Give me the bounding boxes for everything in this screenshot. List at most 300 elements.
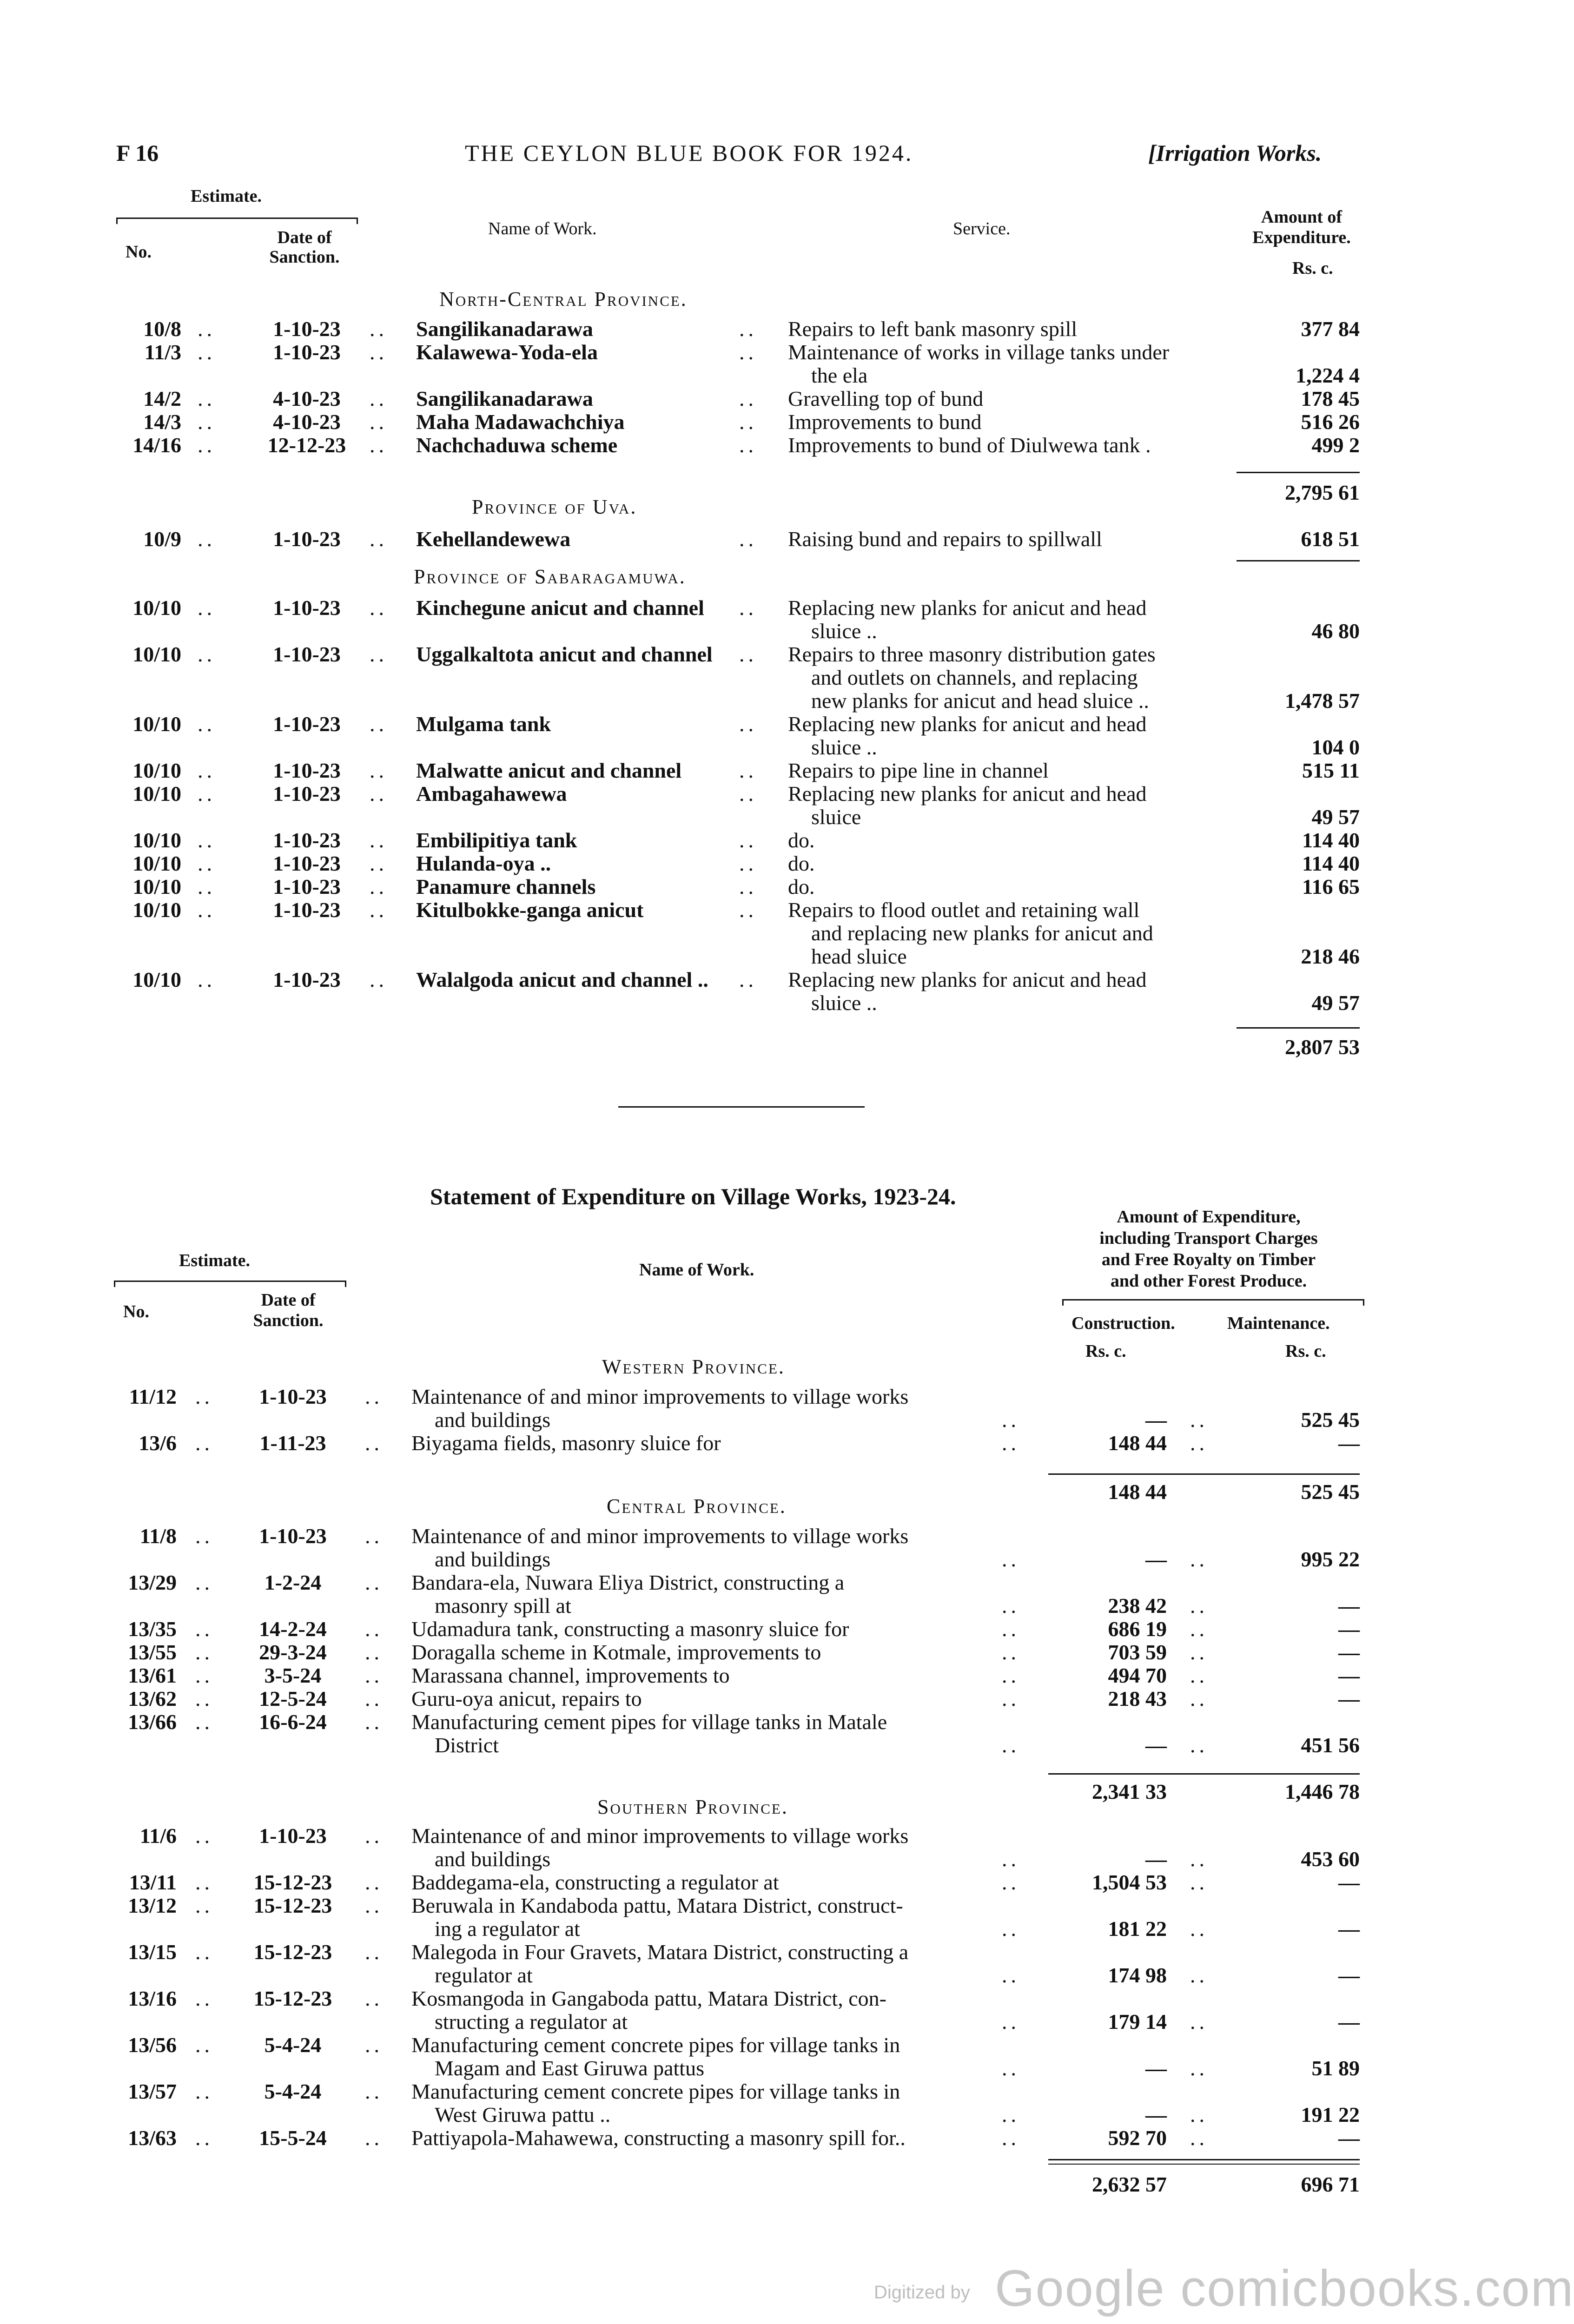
digitized-label: Digitized by xyxy=(874,2282,970,2303)
total-rule xyxy=(1237,1027,1360,1029)
dot-leader: .. xyxy=(1190,1847,1208,1871)
row-estimate-no: 10/10 xyxy=(132,596,181,620)
dot-leader: .. xyxy=(1002,1431,1020,1455)
row-work-name: Kitulbokke-ganga anicut xyxy=(416,898,644,922)
row-work-name: Baddegama-ela, constructing a regulator at xyxy=(411,1870,779,1894)
row-amount: 377 84 xyxy=(1301,317,1360,341)
row-work-name: Doragalla scheme in Kotmale, improvements to xyxy=(411,1640,821,1664)
row-date: 4-10-23 xyxy=(273,387,341,410)
row-amount: 46 80 xyxy=(1311,619,1360,643)
dot-leader: .. xyxy=(195,1431,213,1455)
col-amount-header: Amount of Expenditure. xyxy=(1252,207,1351,247)
dot-leader: .. xyxy=(370,317,388,341)
row-construction: 148 44 xyxy=(1108,1431,1167,1455)
dot-leader: .. xyxy=(739,387,757,410)
dot-leader: .. xyxy=(195,1687,213,1710)
col-no-header: No. xyxy=(126,242,152,262)
section-heading-ncp: North-Central Province. xyxy=(439,288,688,310)
row-estimate-no: 11/12 xyxy=(129,1385,177,1408)
row-work-name: Mulgama tank xyxy=(416,712,551,736)
row-construction: 592 70 xyxy=(1108,2126,1167,2150)
dot-leader: .. xyxy=(370,968,388,991)
dot-leader: .. xyxy=(739,596,757,620)
central-total-maintenance: 1,446 78 xyxy=(1285,1780,1360,1803)
row-amount: 116 65 xyxy=(1302,875,1360,898)
dot-leader: .. xyxy=(1002,1917,1020,1941)
row-maintenance: — xyxy=(1338,1594,1360,1618)
row-work-name: Bandara-ela, Nuwara Eliya District, constructing a xyxy=(411,1571,845,1594)
row-work-name: Malwatte anicut and channel xyxy=(416,759,682,782)
central-total-construction: 2,341 33 xyxy=(1092,1780,1167,1803)
row-work-name-cont: masonry spill at xyxy=(435,1594,571,1618)
row-date: 15-12-23 xyxy=(253,1870,332,1894)
page-title: THE CEYLON BLUE BOOK FOR 1924. xyxy=(465,140,913,166)
row-service-cont: the ela xyxy=(811,363,868,387)
row-work-name: Pattiyapola-Mahawewa, constructing a masonry spill for.. xyxy=(411,2126,906,2150)
row-estimate-no: 10/10 xyxy=(132,875,181,898)
row-estimate-no: 13/6 xyxy=(139,1431,177,1455)
row-work-name: Embilipitiya tank xyxy=(416,828,577,852)
row-estimate-no: 10/10 xyxy=(132,642,181,666)
southern-total-maintenance: 696 71 xyxy=(1301,2172,1360,2196)
row-maintenance: — xyxy=(1338,1640,1360,1664)
row-work-name: Manufacturing cement concrete pipes for village tanks in xyxy=(411,2080,900,2103)
row-date: 1-10-23 xyxy=(259,1824,327,1848)
dot-leader: .. xyxy=(370,712,388,736)
row-maintenance: — xyxy=(1338,1870,1360,1894)
dot-leader: .. xyxy=(1190,1640,1208,1664)
dot-leader: .. xyxy=(365,1710,383,1734)
dot-leader: .. xyxy=(370,527,388,551)
row-construction: — xyxy=(1145,1408,1167,1432)
amount-header-line: and Free Royalty on Timber xyxy=(1101,1250,1316,1269)
dot-leader: .. xyxy=(198,387,216,410)
dot-leader: .. xyxy=(1002,2126,1020,2150)
dot-leader: .. xyxy=(195,1824,213,1848)
dot-leader: .. xyxy=(370,433,388,457)
dot-leader: .. xyxy=(1002,1733,1020,1757)
dot-leader: .. xyxy=(1190,1687,1208,1710)
row-work-name: Walalgoda anicut and channel .. xyxy=(416,968,708,991)
row-service-cont: sluice .. xyxy=(811,991,877,1015)
total-rule xyxy=(1048,2159,1360,2160)
col-units-header: Rs. c. xyxy=(1292,258,1333,278)
row-maintenance: 451 56 xyxy=(1301,1733,1360,1757)
row-service-cont: sluice .. xyxy=(811,735,877,759)
row-maintenance: — xyxy=(1338,2126,1360,2150)
dot-leader: .. xyxy=(195,1870,213,1894)
row-date: 29-3-24 xyxy=(259,1640,327,1664)
dot-leader: .. xyxy=(1190,2010,1208,2034)
row-date: 16-6-24 xyxy=(259,1710,327,1734)
row-amount: 1,478 57 xyxy=(1285,689,1360,713)
dot-leader: .. xyxy=(1002,1408,1020,1432)
row-work-name-cont: Magam and East Giruwa pattus xyxy=(435,2056,704,2080)
row-service: Maintenance of works in village tanks under xyxy=(788,340,1170,364)
statement-title: Statement of Expenditure on Village Works, 1923-24. xyxy=(430,1183,956,1209)
section-divider xyxy=(618,1106,865,1108)
units-construction: Rs. c. xyxy=(1085,1341,1126,1361)
total-rule xyxy=(1048,2164,1360,2165)
dot-leader: .. xyxy=(195,1385,213,1408)
row-estimate-no: 11/8 xyxy=(139,1524,177,1548)
dot-leader: .. xyxy=(1190,2126,1208,2150)
estimate-brace-2 xyxy=(114,1281,346,1288)
row-date: 15-5-24 xyxy=(259,2126,327,2150)
southern-total-construction: 2,632 57 xyxy=(1092,2172,1167,2196)
row-maintenance: — xyxy=(1338,1917,1360,1941)
col-maintenance-header: Maintenance. xyxy=(1227,1314,1330,1333)
dot-leader: .. xyxy=(195,1894,213,1917)
dot-leader: .. xyxy=(370,387,388,410)
row-estimate-no: 10/8 xyxy=(143,317,181,341)
dot-leader: .. xyxy=(195,1640,213,1664)
western-total-maintenance: 525 45 xyxy=(1301,1480,1360,1504)
row-work-name-cont: West Giruwa pattu .. xyxy=(435,2103,611,2126)
row-work-name: Maintenance of and minor improvements to village works xyxy=(411,1824,909,1848)
row-maintenance: — xyxy=(1338,1664,1360,1687)
section-heading-uva: Province of Uva. xyxy=(472,495,637,518)
dot-leader: .. xyxy=(365,1640,383,1664)
row-construction: — xyxy=(1145,1547,1167,1571)
row-construction: 181 22 xyxy=(1108,1917,1167,1941)
row-estimate-no: 13/63 xyxy=(128,2126,177,2150)
row-work-name-cont: structing a regulator at xyxy=(435,2010,628,2034)
row-service: do. xyxy=(788,875,815,898)
row-service-cont: sluice xyxy=(811,805,861,829)
dot-leader: .. xyxy=(365,1940,383,1964)
dot-leader: .. xyxy=(365,1664,383,1687)
row-amount: 49 57 xyxy=(1311,805,1360,829)
dot-leader: .. xyxy=(739,642,757,666)
col-date-header: Date of Sanction. xyxy=(269,228,340,267)
row-estimate-no: 13/62 xyxy=(128,1687,177,1710)
row-work-name-cont: District xyxy=(435,1733,499,1757)
row-construction: 686 19 xyxy=(1108,1617,1167,1641)
dot-leader: .. xyxy=(1190,1594,1208,1618)
row-estimate-no: 14/16 xyxy=(132,433,181,457)
row-work-name: Kehellandewewa xyxy=(416,527,571,551)
amount-brace xyxy=(1062,1299,1364,1307)
row-work-name: Manufacturing cement pipes for village tanks in Matale xyxy=(411,1710,887,1734)
row-work-name-cont: ing a regulator at xyxy=(435,1917,580,1941)
dot-leader: .. xyxy=(1190,1431,1208,1455)
row-service: Improvements to bund xyxy=(788,410,982,434)
dot-leader: .. xyxy=(1002,1594,1020,1618)
row-service-cont: head sluice xyxy=(811,944,907,968)
row-date: 15-12-23 xyxy=(253,1987,332,2010)
row-date: 1-10-23 xyxy=(273,340,341,364)
amount-header-line: and other Forest Produce. xyxy=(1110,1271,1307,1291)
google-watermark: Google comicbooks.com xyxy=(995,2260,1574,2317)
row-date: 5-4-24 xyxy=(264,2033,322,2057)
dot-leader: .. xyxy=(365,1870,383,1894)
dot-leader: .. xyxy=(739,712,757,736)
dot-leader: .. xyxy=(739,433,757,457)
dot-leader: .. xyxy=(1190,1733,1208,1757)
row-estimate-no: 10/10 xyxy=(132,782,181,805)
section-heading-western: Western Province. xyxy=(602,1355,785,1378)
row-estimate-no: 13/57 xyxy=(128,2080,177,2103)
row-date: 1-10-23 xyxy=(273,782,341,805)
dot-leader: .. xyxy=(195,1940,213,1964)
dot-leader: .. xyxy=(370,828,388,852)
dot-leader: .. xyxy=(365,2080,383,2103)
row-date: 1-11-23 xyxy=(259,1431,326,1455)
row-work-name: Hulanda-oya .. xyxy=(416,852,551,875)
row-construction: 703 59 xyxy=(1108,1640,1167,1664)
row-maintenance: — xyxy=(1338,2010,1360,2034)
row-amount: 618 51 xyxy=(1301,527,1360,551)
row-estimate-no: 14/3 xyxy=(143,410,181,434)
row-service-cont: new planks for anicut and head sluice .. xyxy=(811,689,1149,713)
section-heading-sab: Province of Sabaragamuwa. xyxy=(414,565,686,588)
row-maintenance: — xyxy=(1338,1963,1360,1987)
row-construction: 1,504 53 xyxy=(1092,1870,1167,1894)
dot-leader: .. xyxy=(370,759,388,782)
row-date: 1-10-23 xyxy=(273,642,341,666)
total-rule xyxy=(1237,560,1360,561)
dot-leader: .. xyxy=(365,1617,383,1641)
row-date: 1-10-23 xyxy=(273,968,341,991)
row-construction: — xyxy=(1145,1733,1167,1757)
row-date: 1-10-23 xyxy=(273,759,341,782)
row-service: Repairs to left bank masonry spill xyxy=(788,317,1078,341)
dot-leader: .. xyxy=(739,340,757,364)
dot-leader: .. xyxy=(1190,1408,1208,1432)
row-work-name: Malegoda in Four Gravets, Matara District, constructing a xyxy=(411,1940,909,1964)
row-work-name-cont: regulator at xyxy=(435,1963,533,1987)
total-rule xyxy=(1048,1773,1360,1775)
row-date: 1-10-23 xyxy=(259,1385,327,1408)
sab-total: 2,807 53 xyxy=(1285,1035,1360,1059)
row-maintenance: 453 60 xyxy=(1301,1847,1360,1871)
dot-leader: .. xyxy=(1190,1917,1208,1941)
row-construction: 238 42 xyxy=(1108,1594,1167,1618)
row-estimate-no: 11/3 xyxy=(144,340,181,364)
row-service: Improvements to bund of Diulwewa tank . xyxy=(788,433,1151,457)
row-date: 3-5-24 xyxy=(264,1664,322,1687)
row-date: 15-12-23 xyxy=(253,1894,332,1917)
row-work-name: Udamadura tank, constructing a masonry sluice for xyxy=(411,1617,849,1641)
row-estimate-no: 10/10 xyxy=(132,828,181,852)
dot-leader: .. xyxy=(198,968,216,991)
dot-leader: .. xyxy=(1190,2056,1208,2080)
dot-leader: .. xyxy=(1002,1640,1020,1664)
row-service: Repairs to pipe line in channel xyxy=(788,759,1049,782)
dot-leader: .. xyxy=(198,340,216,364)
row-service: Repairs to three masonry distribution gates xyxy=(788,642,1156,666)
dot-leader: .. xyxy=(739,317,757,341)
row-work-name: Panamure channels xyxy=(416,875,596,898)
row-work-name: Kinchegune anicut and channel xyxy=(416,596,704,620)
dot-leader: .. xyxy=(370,340,388,364)
row-estimate-no: 13/56 xyxy=(128,2033,177,2057)
dot-leader: .. xyxy=(1190,1963,1208,1987)
row-amount: 114 40 xyxy=(1302,852,1360,875)
row-estimate-no: 13/29 xyxy=(128,1571,177,1594)
dot-leader: .. xyxy=(365,1987,383,2010)
row-estimate-no: 13/66 xyxy=(128,1710,177,1734)
row-date: 1-10-23 xyxy=(273,898,341,922)
dot-leader: .. xyxy=(365,1571,383,1594)
row-work-name: Sangilikanadarawa xyxy=(416,317,593,341)
row-estimate-no: 10/10 xyxy=(132,852,181,875)
row-work-name-cont: and buildings xyxy=(435,1408,551,1432)
row-construction: — xyxy=(1145,2103,1167,2126)
dot-leader: .. xyxy=(1002,1687,1020,1710)
row-service: Raising bund and repairs to spillwall xyxy=(788,527,1102,551)
row-service: do. xyxy=(788,828,815,852)
row-date: 1-10-23 xyxy=(259,1524,327,1548)
row-work-name: Maintenance of and minor improvements to village works xyxy=(411,1524,909,1548)
row-maintenance: — xyxy=(1338,1617,1360,1641)
dot-leader: .. xyxy=(370,898,388,922)
row-service-cont: and replacing new planks for anicut and xyxy=(811,921,1153,945)
dot-leader: .. xyxy=(195,2033,213,2057)
dot-leader: .. xyxy=(198,642,216,666)
page-number: F 16 xyxy=(116,140,159,166)
dot-leader: .. xyxy=(1002,2010,1020,2034)
row-estimate-no: 13/55 xyxy=(128,1640,177,1664)
row-construction: — xyxy=(1145,2056,1167,2080)
row-date: 4-10-23 xyxy=(273,410,341,434)
col-date-header-2: Date of Sanction. xyxy=(253,1290,324,1330)
dot-leader: .. xyxy=(198,852,216,875)
row-maintenance: 525 45 xyxy=(1301,1408,1360,1432)
dot-leader: .. xyxy=(1002,1847,1020,1871)
section-heading-central: Central Province. xyxy=(607,1495,787,1518)
row-estimate-no: 13/15 xyxy=(128,1940,177,1964)
ncp-total: 2,795 61 xyxy=(1285,481,1360,504)
amount-header xyxy=(1051,1206,1367,1292)
col-service-header: Service. xyxy=(953,219,1011,238)
row-work-name: Kalawewa-Yoda-ela xyxy=(416,340,598,364)
row-amount: 516 26 xyxy=(1301,410,1360,434)
row-service: do. xyxy=(788,852,815,875)
dot-leader: .. xyxy=(198,596,216,620)
row-date: 12-12-23 xyxy=(267,433,346,457)
dot-leader: .. xyxy=(195,1987,213,2010)
dot-leader: .. xyxy=(1190,1617,1208,1641)
dot-leader: .. xyxy=(739,875,757,898)
dot-leader: .. xyxy=(1002,1963,1020,1987)
row-estimate-no: 13/61 xyxy=(128,1664,177,1687)
section-heading-southern: Southern Province. xyxy=(597,1796,788,1818)
row-work-name: Maintenance of and minor improvements to village works xyxy=(411,1385,909,1408)
row-estimate-no: 10/10 xyxy=(132,968,181,991)
row-maintenance: — xyxy=(1338,1687,1360,1710)
row-estimate-no: 10/10 xyxy=(132,898,181,922)
row-work-name: Sangilikanadarawa xyxy=(416,387,593,410)
row-date: 1-10-23 xyxy=(273,712,341,736)
row-date: 1-10-23 xyxy=(273,527,341,551)
row-construction: 218 43 xyxy=(1108,1687,1167,1710)
row-service: Replacing new planks for anicut and head xyxy=(788,712,1147,736)
estimate-label-2: Estimate. xyxy=(179,1251,251,1270)
dot-leader: .. xyxy=(370,642,388,666)
row-service-cont: and outlets on channels, and replacing xyxy=(811,666,1138,689)
dot-leader: .. xyxy=(365,1687,383,1710)
dot-leader: .. xyxy=(195,1664,213,1687)
dot-leader: .. xyxy=(365,1824,383,1848)
row-work-name: Biyagama fields, masonry sluice for xyxy=(411,1431,721,1455)
row-date: 1-2-24 xyxy=(264,1571,322,1594)
row-estimate-no: 13/12 xyxy=(128,1894,177,1917)
row-date: 14-2-24 xyxy=(259,1617,327,1641)
col-no-header-2: No. xyxy=(123,1302,149,1321)
row-amount: 178 45 xyxy=(1301,387,1360,410)
row-date: 1-10-23 xyxy=(273,596,341,620)
dot-leader: .. xyxy=(1190,1870,1208,1894)
row-service: Replacing new planks for anicut and head xyxy=(788,782,1147,805)
dot-leader: .. xyxy=(198,875,216,898)
row-amount: 515 11 xyxy=(1302,759,1360,782)
row-work-name: Ambagahawewa xyxy=(416,782,567,805)
section-label: [Irrigation Works. xyxy=(1148,140,1322,166)
row-work-name: Kosmangoda in Gangaboda pattu, Matara District, con- xyxy=(411,1987,886,2010)
row-estimate-no: 13/16 xyxy=(128,1987,177,2010)
row-construction: 174 98 xyxy=(1108,1963,1167,1987)
dot-leader: .. xyxy=(1002,1547,1020,1571)
dot-leader: .. xyxy=(739,968,757,991)
row-estimate-no: 11/6 xyxy=(139,1824,177,1848)
estimate-label: Estimate. xyxy=(191,186,262,206)
dot-leader: .. xyxy=(739,759,757,782)
row-amount: 499 2 xyxy=(1311,433,1360,457)
dot-leader: .. xyxy=(195,1571,213,1594)
dot-leader: .. xyxy=(739,828,757,852)
row-estimate-no: 10/10 xyxy=(132,759,181,782)
row-maintenance: 995 22 xyxy=(1301,1547,1360,1571)
dot-leader: .. xyxy=(198,317,216,341)
row-maintenance: 191 22 xyxy=(1301,2103,1360,2126)
units-maintenance: Rs. c. xyxy=(1285,1341,1326,1361)
total-rule xyxy=(1048,1473,1360,1475)
dot-leader: .. xyxy=(198,759,216,782)
dot-leader: .. xyxy=(195,1617,213,1641)
col-name-header-2: Name of Work. xyxy=(639,1260,754,1280)
dot-leader: .. xyxy=(370,410,388,434)
row-date: 1-10-23 xyxy=(273,875,341,898)
row-construction: — xyxy=(1145,1847,1167,1871)
dot-leader: .. xyxy=(1002,2056,1020,2080)
row-date: 1-10-23 xyxy=(273,828,341,852)
row-estimate-no: 10/9 xyxy=(143,527,181,551)
dot-leader: .. xyxy=(370,596,388,620)
row-work-name: Beruwala in Kandaboda pattu, Matara District, construct- xyxy=(411,1894,903,1917)
row-service: Gravelling top of bund xyxy=(788,387,984,410)
dot-leader: .. xyxy=(365,2126,383,2150)
col-construction-header: Construction. xyxy=(1071,1314,1175,1333)
dot-leader: .. xyxy=(1002,1617,1020,1641)
row-maintenance: 51 89 xyxy=(1311,2056,1360,2080)
row-estimate-no: 14/2 xyxy=(143,387,181,410)
row-date: 1-10-23 xyxy=(273,317,341,341)
dot-leader: .. xyxy=(198,433,216,457)
dot-leader: .. xyxy=(1190,1547,1208,1571)
dot-leader: .. xyxy=(198,527,216,551)
row-date: 12-5-24 xyxy=(259,1687,327,1710)
estimate-brace xyxy=(116,218,358,225)
dot-leader: .. xyxy=(739,782,757,805)
western-total-construction: 148 44 xyxy=(1108,1480,1167,1504)
amount-header-line: Amount of Expenditure, xyxy=(1117,1207,1301,1227)
dot-leader: .. xyxy=(1002,1870,1020,1894)
dot-leader: .. xyxy=(195,2126,213,2150)
dot-leader: .. xyxy=(198,898,216,922)
dot-leader: .. xyxy=(370,782,388,805)
